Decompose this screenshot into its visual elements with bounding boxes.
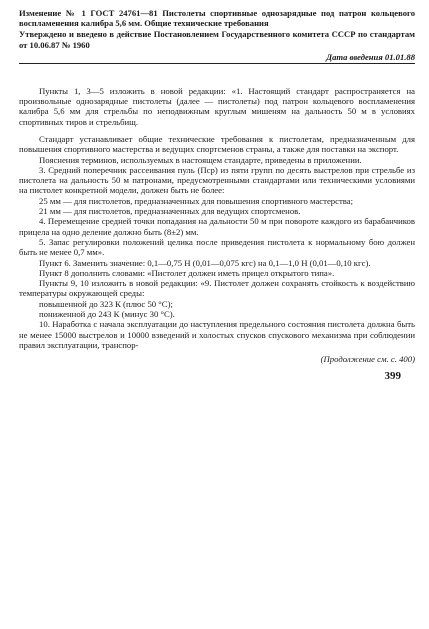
paragraph-25mm: 25 мм — для пистолетов, предназначенных для повышения спортивного мастерства;	[39, 195, 354, 206]
paragraph-item-4: 4. Перемещение средней точки попадания на дальности 50 м при повороте каждого из барабанчиков прицела на одно деление должно быть (8±2) мм.	[19, 216, 415, 237]
page-number: 399	[384, 370, 401, 382]
paragraph-temp-low: пониженной до 243 К (минус 30 °С).	[39, 309, 175, 320]
paragraph-items-1-3-5: Пункты 1, 3—5 изложить в новой редакции: «1. Настоящий стандарт распространяется на произвольные однозарядные пистолеты (далее — пистолеты) под патрон кольцевого воспламенения калибра 5,6 мм для стрельбы по неподвижным круглым мишеням на дальность 50 м в условиях спортивных тиров и стрельбищ.	[19, 85, 415, 127]
approval-statement: Утверждено и введено в действие Постановлением Государственного комитета СССР по стандартам от 10.06.87 № 1960	[19, 29, 415, 50]
paragraph-items-9-10: Пункты 9, 10 изложить в новой редакции: «9. Пистолет должен сохранять стойкость к воздействию температуры окружающей среды:	[19, 278, 415, 299]
paragraph-terms: Пояснения терминов, используемых в настоящем стандарте, приведены в приложении.	[39, 154, 362, 165]
header-divider	[19, 63, 415, 64]
paragraph-item-10: 10. Наработка с начала эксплуатации до наступления предельного состояния пистолета должна быть не менее 15000 выстрелов и 10000 взведений и холостых спусков спускового механизма при соблюдении правил эксплуатации, транспор-	[19, 319, 415, 350]
paragraph-item-5: 5. Запас регулировки положений целика после приведения пистолета к нормальному бою должен быть не менее 0,7 мм».	[19, 236, 415, 258]
effective-date: Дата введения 01.01.88	[326, 51, 415, 62]
paragraph-item-3: 3. Средний поперечник рассеивания пуль (Пср) из пяти групп по десять выстрелов при стрельбе из пистолета на дальность 50 м патронами, предусмотренными стандартами или техническими условиями на пистолет конкретной модели, должен быть не более:	[19, 164, 415, 196]
paragraph-temp-high: повышенной до 323 К (плюс 50 °С);	[39, 298, 173, 309]
paragraph-scope: Стандарт устанавливает общие технические требования к пистолетам, предназначенным для повышения спортивного мастерства и ведущих спортсменов страны, а также для поставки на экспорт.	[19, 134, 415, 155]
change-title: Изменение № 1 ГОСТ 24761—81 Пистолеты спортивные однозарядные под патрон кольцевого воспламенения калибра 5,6 мм. Общие технические требования	[19, 8, 415, 29]
continuation-note: (Продолжение см. с. 400)	[320, 354, 415, 365]
paragraph-item-6: Пункт 6. Заменить значение: 0,1—0,75 Н (0,01—0,075 кгс) на 0,1—1,0 Н (0,01—0,10 кгс).	[39, 257, 371, 268]
document-page	[19, 8, 415, 364]
effective-date-row	[19, 52, 415, 62]
document-body	[19, 86, 415, 364]
paragraph-21mm: 21 мм — для пистолетов, предназначенных для ведущих спортсменов.	[39, 206, 301, 217]
paragraph-item-8: Пункт 8 дополнить словами: «Пистолет должен иметь прицел открытого типа».	[39, 267, 335, 278]
